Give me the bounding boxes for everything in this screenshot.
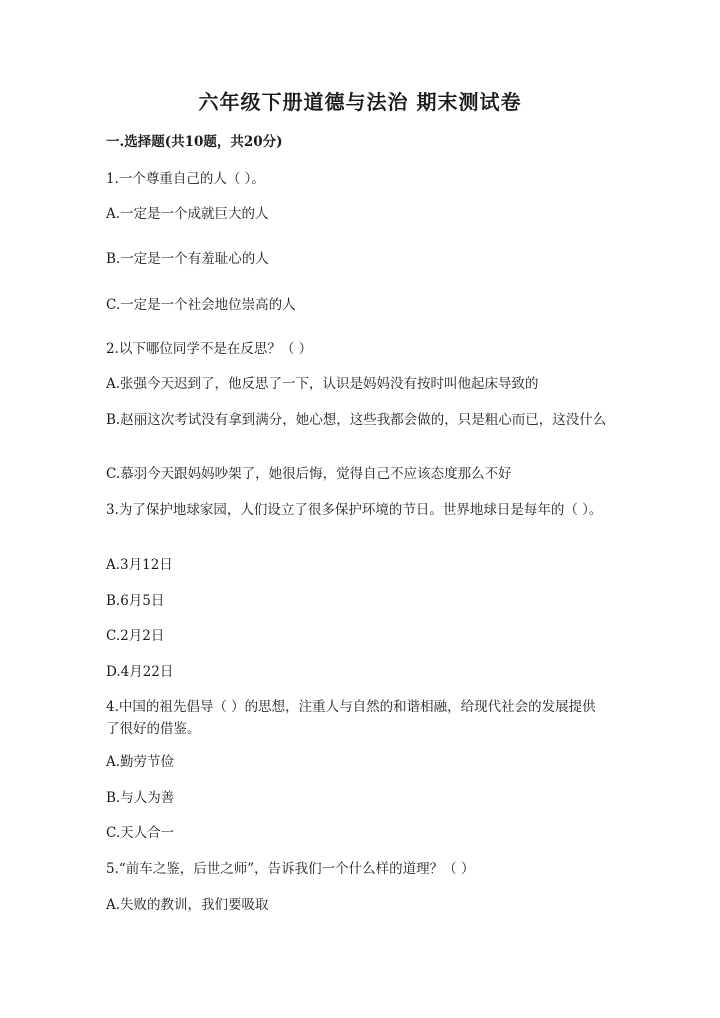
answer-option: B.与人为善 [106,790,175,806]
answer-option: C.一定是一个社会地位崇高的人 [106,297,296,313]
question-stem: 2.以下哪位同学不是在反思？（ ） [106,341,313,357]
answer-option: D.4月22日 [106,664,174,680]
answer-option: C.慕羽今天跟妈妈吵架了，她很后悔，觉得自己不应该态度那么不好 [106,466,512,482]
page-title: 六年级下册道德与法治 期末测试卷 [198,90,522,114]
answer-option: C.天人合一 [106,825,175,841]
answer-option: A.一定是一个成就巨大的人 [106,206,269,222]
answer-option: A.勤劳节俭 [106,754,175,770]
answer-option: B.一定是一个有羞耻心的人 [106,251,269,267]
answer-option: B.赵丽这次考试没有拿到满分，她心想，这些我都会做的，只是粗心而已，这没什么 [106,412,607,428]
section-heading: 一.选择题(共10题，共20分) [106,134,283,150]
question-stem: 1.一个尊重自己的人（ ）。 [106,171,265,187]
question-stem: 4.中国的祖先倡导（ ）的思想，注重人与自然的和谐相融，给现代社会的发展提供了很好的借鉴。 [106,699,596,737]
question-stem: 5.“前车之鉴，后世之师”，告诉我们一个什么样的道理？（ ） [106,861,475,877]
answer-option: A.失败的教训，我们要吸取 [106,897,269,913]
answer-option: C.2月2日 [106,628,165,644]
answer-option: A.3月12日 [106,557,173,573]
answer-option: A.张强今天迟到了，他反思了一下，认识是妈妈没有按时叫他起床导致的 [106,376,539,392]
question-stem: 3.为了保护地球家园，人们设立了很多保护环境的节日。世界地球日是每年的（ ）。 [106,502,603,518]
answer-option: B.6月5日 [106,593,165,609]
